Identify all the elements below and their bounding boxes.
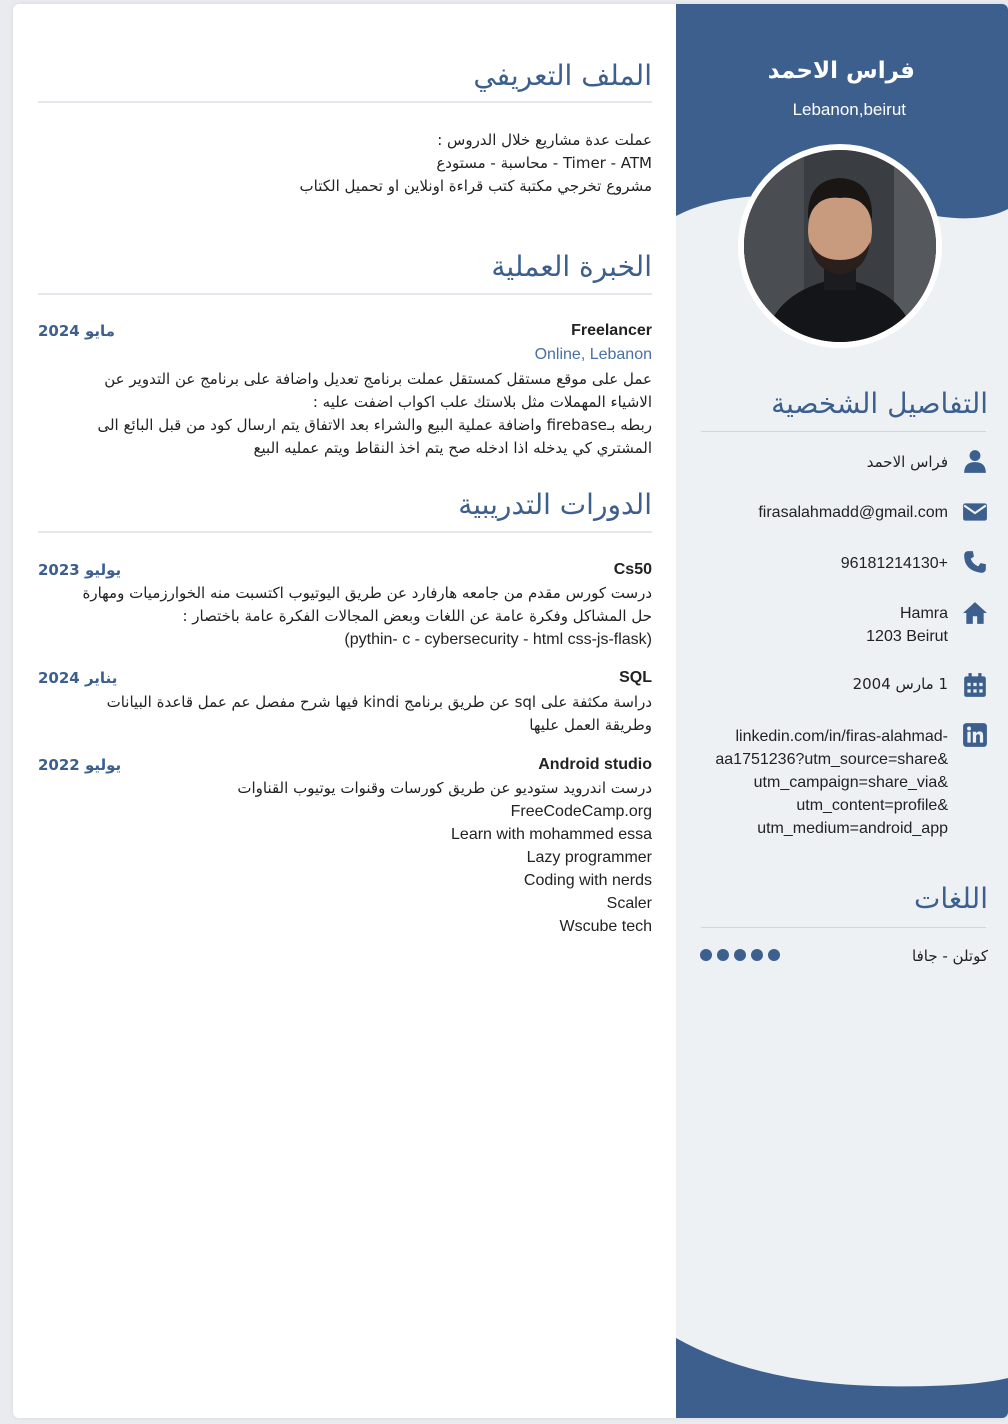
summary-line: مشروع تخرجي مكتبة كتب قراءة اونلاين او تحميل الكتاب: [299, 177, 652, 195]
personal-heading: التفاصيل الشخصية: [771, 387, 988, 420]
summary-divider: [38, 101, 652, 103]
experience-description: [38, 368, 652, 460]
course-line: حل المشاكل وفكرة عامة عن اللغات وبعض المجالات الفكرة عامة باختصار :: [182, 607, 652, 625]
linkedin-line: aa1751236?utm_source=share&: [715, 751, 948, 768]
experience-title: Freelancer: [571, 322, 652, 339]
course-description: [38, 691, 652, 737]
linkedin-line: linkedin.com/in/firas-alahmad-: [735, 728, 948, 745]
experience-heading: الخبرة العملية: [491, 250, 652, 283]
course-tech: [344, 628, 652, 651]
course-title: SQL: [619, 669, 652, 686]
level-dot: [717, 949, 729, 961]
course-date: يناير 2024: [38, 669, 118, 687]
summary-text: [38, 129, 652, 198]
course-date: يوليو 2023: [38, 561, 122, 579]
linkedin-icon: [962, 722, 988, 748]
course-line: درست اندرويد ستوديو عن طريق كورسات وقنوات يوتيوب القناوات: [237, 779, 652, 797]
detail-address: [866, 602, 948, 648]
language-name: كوتلن - جافا: [912, 947, 988, 965]
course-tech-text: (pythin- c - cybersecurity - html css-js-flask): [344, 631, 652, 648]
experience-line: الاشياء المهملات مثل بلاستك علب اكواب اضفت عليه :: [312, 393, 652, 411]
profile-name: فراس الاحمد: [767, 58, 915, 84]
main-column: [38, 4, 652, 1418]
experience-line: ربطه بـfirebase واضافة عملية البيع والشراء بعد الاتفاق يتم ارسال كود من قبل البائع الى: [97, 416, 652, 434]
languages-divider: [701, 927, 986, 928]
course-line: درست كورس مقدم من جامعه هارفارد عن طريق اليوتيوب اكتسبت منه الخوارزميات ومهارة: [82, 584, 652, 602]
profile-photo: [738, 144, 942, 348]
detail-email[interactable]: firasalahmadd@gmail.com: [758, 504, 948, 521]
sidebar: [676, 4, 1008, 1418]
level-dot: [734, 949, 746, 961]
experience-divider: [38, 293, 652, 295]
person-icon: [962, 448, 988, 474]
channel-item: Coding with nerds: [523, 872, 652, 889]
course-channels: [451, 800, 652, 938]
level-dot: [751, 949, 763, 961]
courses-divider: [38, 531, 652, 533]
address-line: Hamra: [899, 605, 948, 622]
resume-page: [13, 4, 1008, 1418]
channel-item: Lazy programmer: [526, 849, 652, 866]
detail-birthdate: 1 مارس 2004: [852, 675, 948, 693]
course-description: [38, 777, 652, 800]
address-line: 1203 Beirut: [866, 628, 948, 645]
level-dot: [768, 949, 780, 961]
experience-line: عمل على موقع مستقل كمستقل عملت برنامج تعديل واضافة على برنامج عن التدوير عن: [104, 370, 652, 388]
channel-item: FreeCodeCamp.org: [510, 803, 652, 820]
courses-heading: الدورات التدريبية: [458, 488, 652, 521]
course-title: Cs50: [613, 561, 652, 578]
summary-line: عملت عدة مشاريع خلال الدروس :: [437, 131, 652, 149]
course-line: وطريقة العمل عليها: [529, 716, 652, 734]
experience-date: مايو 2024: [38, 322, 115, 340]
course-line: دراسة مكثفة على sql عن طريق برنامج kindi فيها شرح مفصل عم عمل قاعدة البيانات: [106, 693, 652, 711]
course-description: [38, 582, 652, 628]
level-dot: [700, 949, 712, 961]
detail-phone[interactable]: 96181214130+: [840, 555, 948, 572]
calendar-icon: [962, 672, 988, 698]
email-icon: [962, 499, 988, 525]
languages-heading: اللغات: [914, 882, 988, 915]
detail-name: فراس الاحمد: [866, 453, 948, 471]
experience-line: المشتري كي يدخله اذا ادخله صح يتم اخذ النقاط ويتم عمليه البيع: [253, 439, 652, 457]
phone-icon: [962, 549, 988, 575]
course-date: يوليو 2022: [38, 756, 122, 774]
experience-place: Online, Lebanon: [534, 346, 652, 363]
linkedin-line: utm_campaign=share_via&: [753, 774, 948, 791]
channel-item: Scaler: [606, 895, 652, 912]
linkedin-line: utm_content=profile&: [796, 797, 948, 814]
language-level: [700, 949, 780, 961]
profile-location: Lebanon,beirut: [792, 100, 906, 119]
channel-item: Learn with mohammed essa: [451, 826, 652, 843]
detail-linkedin[interactable]: [715, 725, 948, 840]
home-icon: [962, 600, 988, 626]
footer-wave: [676, 1338, 1008, 1418]
linkedin-line: utm_medium=android_app: [757, 820, 948, 837]
summary-line: Timer - ATM - محاسبة - مستودع: [436, 154, 652, 172]
course-title: Android studio: [538, 756, 652, 773]
personal-divider: [701, 431, 986, 432]
channel-item: Wscube tech: [559, 918, 652, 935]
summary-heading: الملف التعريفي: [473, 59, 652, 92]
